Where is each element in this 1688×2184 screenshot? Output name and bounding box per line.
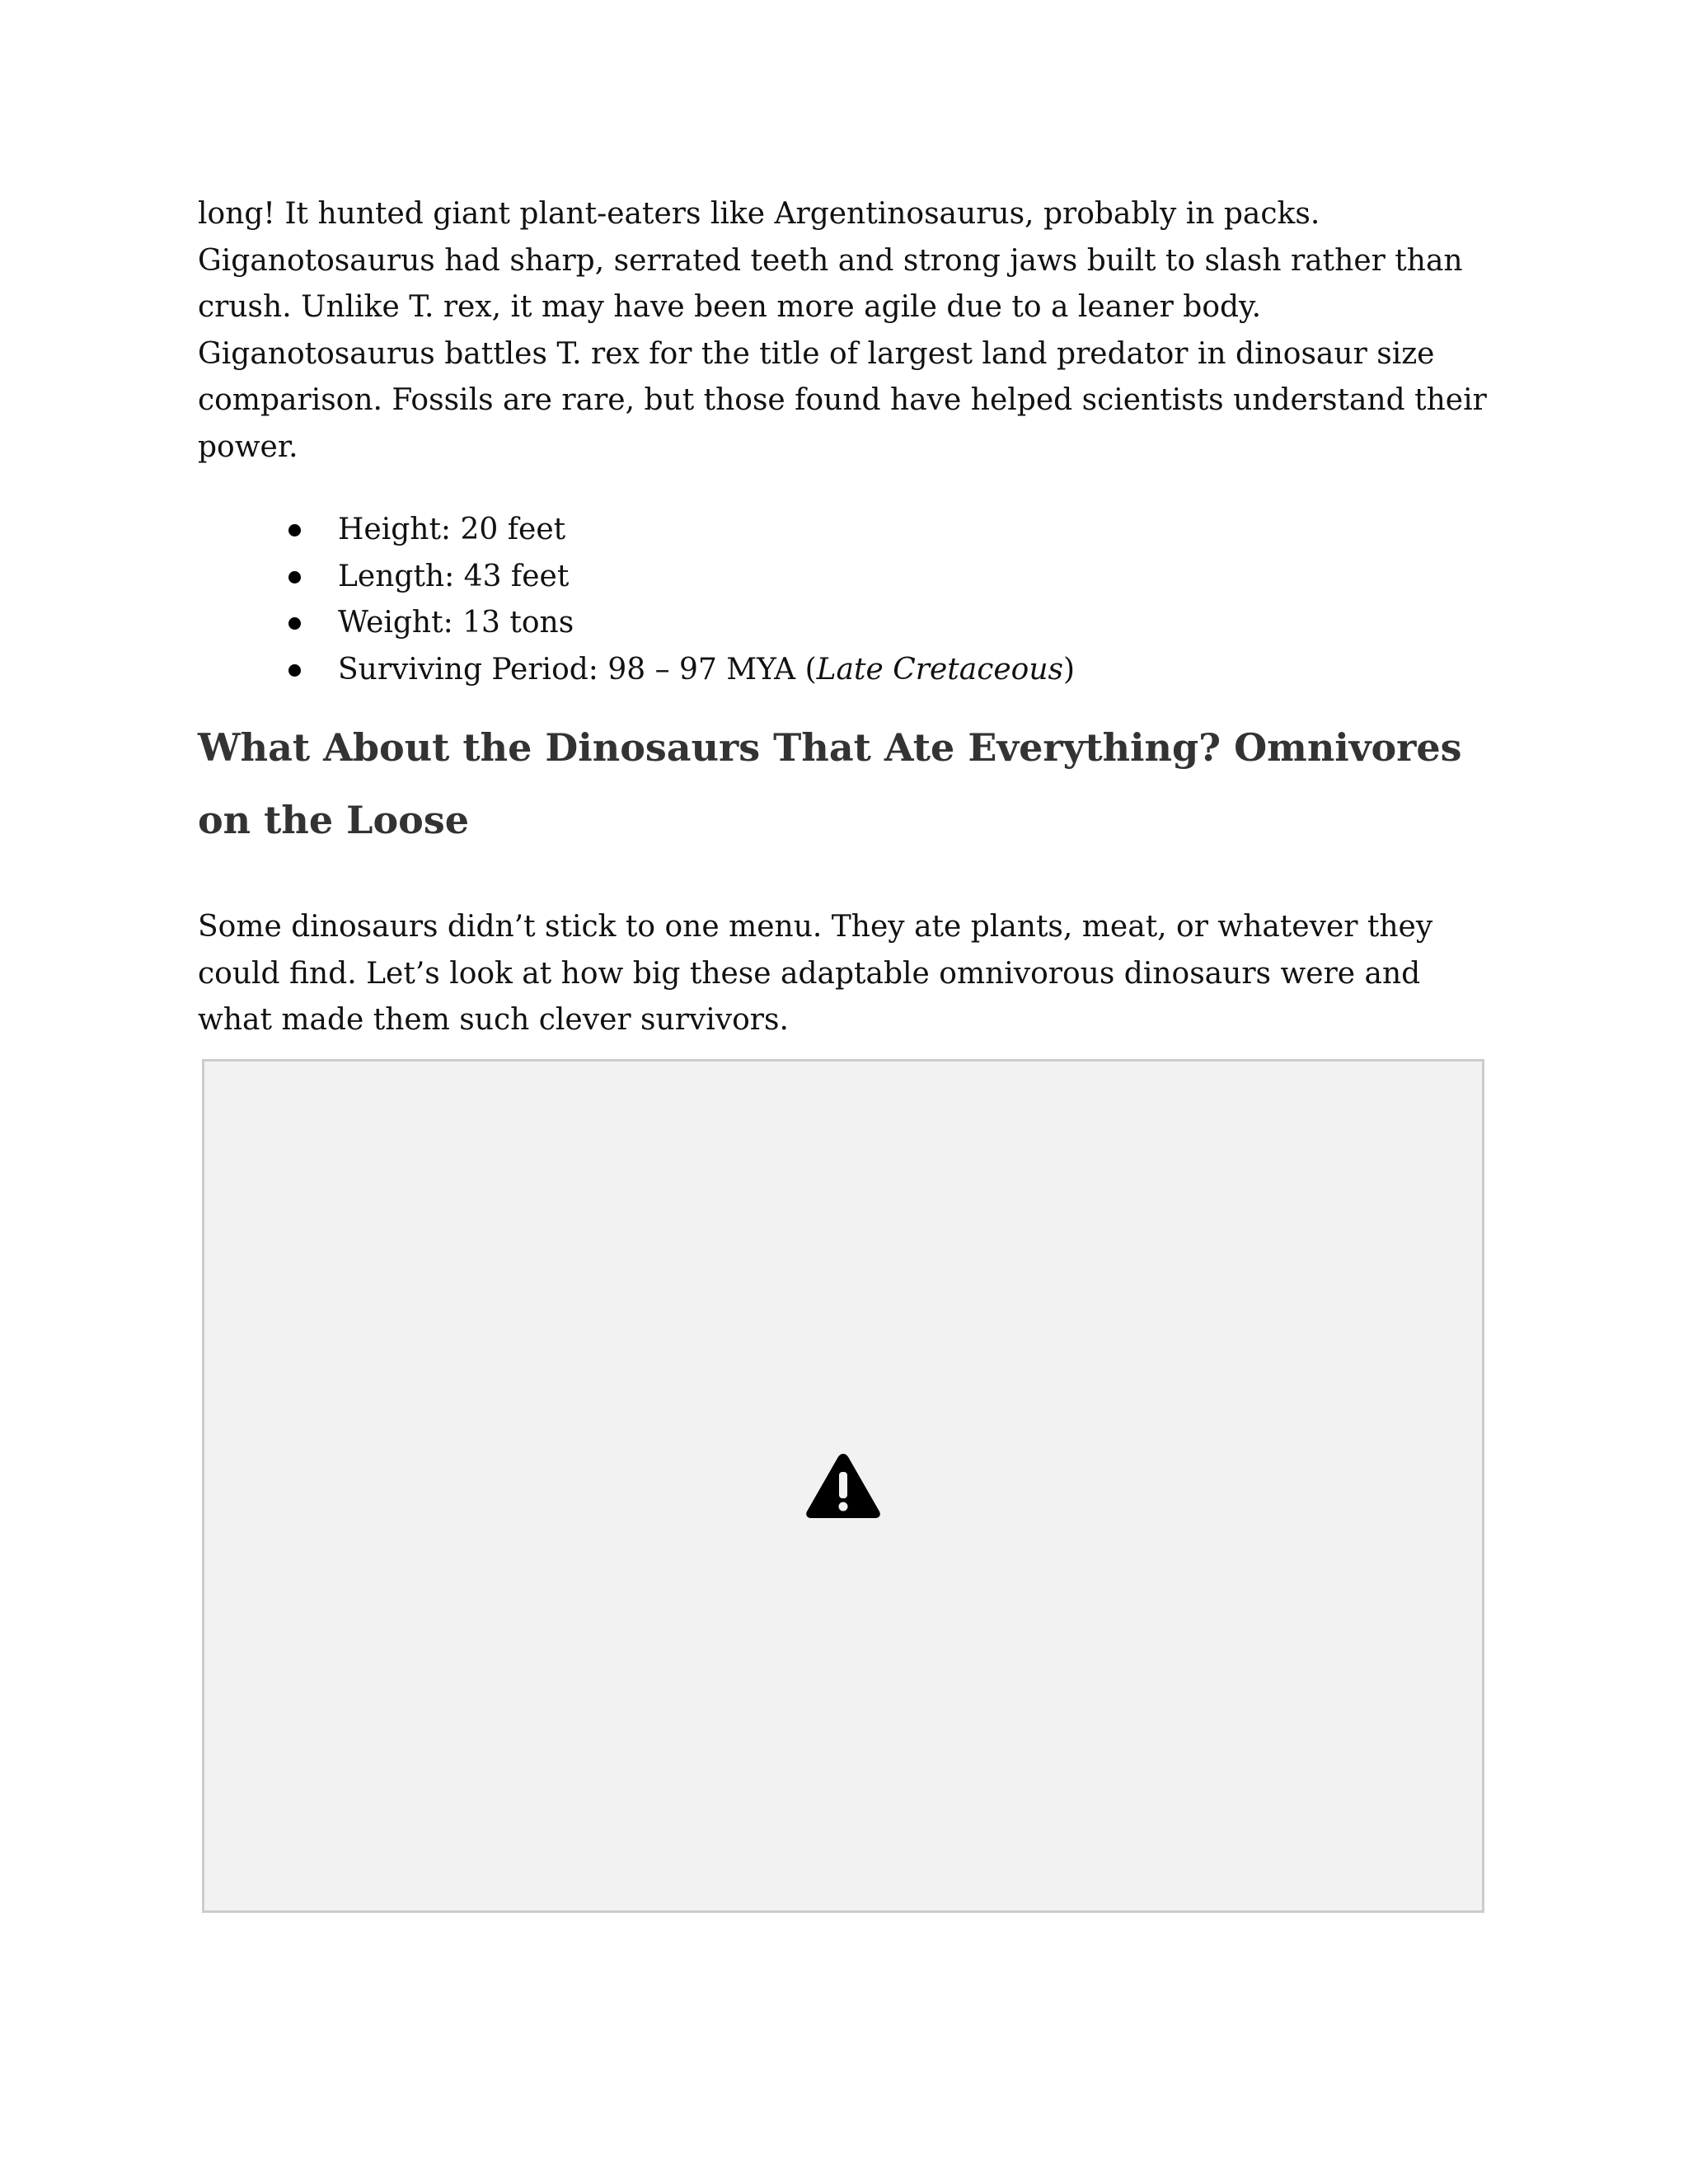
document-page [198, 191, 1500, 1044]
fact-period-label: Surviving Period: 98 – 97 MYA [338, 652, 805, 687]
broken-image-placeholder [202, 1059, 1484, 1913]
section-heading: What About the Dinosaurs That Ate Everything? Omnivores on the Loose [198, 725, 1462, 842]
giganotosaurus-paragraph: long! It hunted giant plant-eaters like Argentinosaurus, probably in packs. Giganotosaurus had sharp, serrated teeth and strong jaws built to slash rather than crush. Unlike T. rex, it may have been more agile due to a leaner body. Giganotosaurus battles T. rex for the title of largest land predator in dinosaur size comparison. Fossils are rare, but those found have helped scientists understand their power. [198, 197, 1487, 464]
fact-weight: Weight: 13 tons [338, 606, 574, 640]
warning-icon [804, 1451, 883, 1521]
fact-period-close-paren: ) [1063, 652, 1076, 687]
list-item [288, 647, 1500, 694]
fact-length: Length: 43 feet [338, 559, 570, 593]
bullet-icon [288, 617, 301, 630]
bullet-icon [288, 524, 301, 537]
bullet-icon [288, 571, 301, 583]
facts-list [198, 507, 1500, 693]
list-item [288, 554, 1500, 601]
list-item [288, 600, 1500, 647]
omnivores-intro-paragraph: Some dinosaurs didn’t stick to one menu. They ate plants, meat, or whatever they could find. Let’s look at how big these adaptable omnivorous dinosaurs were and what made them such clever survivors. [198, 910, 1433, 1037]
bullet-icon [288, 664, 301, 677]
fact-period-open-paren: ( [804, 652, 817, 687]
list-item [288, 507, 1500, 554]
fact-period-era: Late Cretaceous [816, 652, 1063, 687]
fact-height: Height: 20 feet [338, 513, 566, 546]
